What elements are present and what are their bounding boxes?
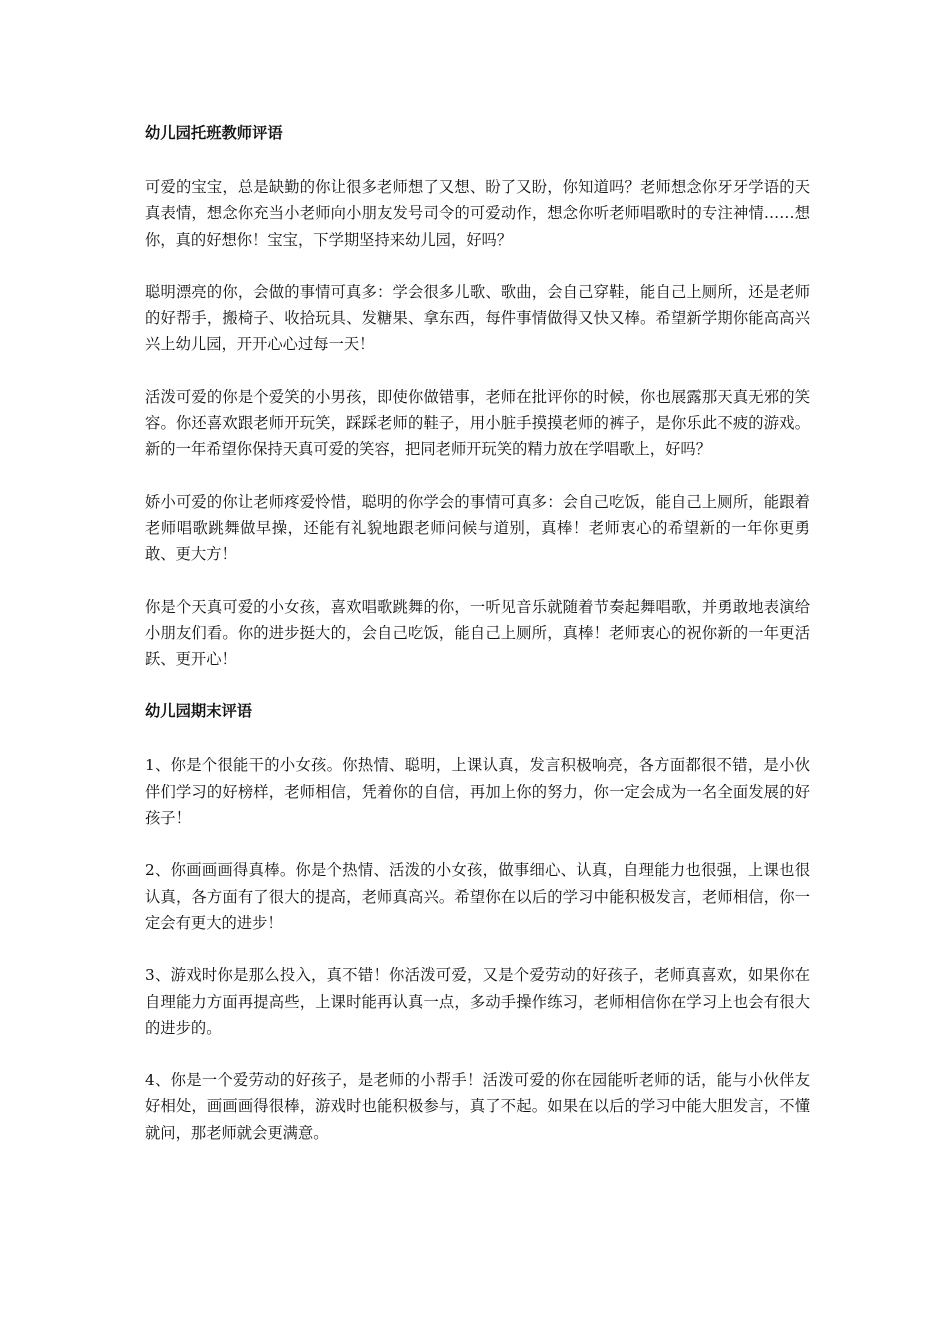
paragraph: 你是个天真可爱的小女孩，喜欢唱歌跳舞的你，一听见音乐就随着节奏起舞唱歌，并勇敢地表演给小朋友们看。你的进步挺大的，会自己吃饭，能自己上厕所，真棒！老师衷心的祝你新的一年更活跃、更开心！ xyxy=(145,597,810,669)
document-page xyxy=(145,120,810,1172)
section-title-term-end-comments: 幼儿园期末评语 xyxy=(145,702,253,721)
list-item: 1、你是个很能干的小女孩。你热情、聪明，上课认真，发言积极响亮，各方面都很不错，是小伙伴们学习的好榜样，老师相信，凭着你的自信，再加上你的努力，你一定会成为一名全面发展的好孩子！ xyxy=(145,756,810,828)
paragraph: 聪明漂亮的你，会做的事情可真多：学会很多儿歌、歌曲，会自己穿鞋，能自己上厕所，还是老师的好帮手，搬椅子、收拾玩具、发糖果、拿东西，每件事情做得又快又棒。希望新学期你能高高兴兴上幼儿园，开开心心过每一天！ xyxy=(145,282,810,354)
paragraph: 可爱的宝宝，总是缺勤的你让很多老师想了又想、盼了又盼，你知道吗？老师想念你牙牙学语的天真表情，想念你充当小老师向小朋友发号司令的可爱动作，想念你听老师唱歌时的专注神情……想你，真的好想你！宝宝，下学期坚持来幼儿园，好吗？ xyxy=(145,178,810,249)
list-item: 2、你画画画得真棒。你是个热情、活泼的小女孩，做事细心、认真，自理能力也很强，上课也很认真，各方面有了很大的提高，老师真高兴。希望你在以后的学习中能积极发言，老师相信，你一定会有更大的进步！ xyxy=(145,861,810,932)
paragraph: 活泼可爱的你是个爱笑的小男孩，即使你做错事，老师在批评你的时候，你也展露那天真无邪的笑容。你还喜欢跟老师开玩笑，踩踩老师的鞋子，用小脏手摸摸老师的裤子，是你乐此不疲的游戏。新的一年希望你保持天真可爱的笑容，把同老师开玩笑的精力放在学唱歌上，好吗？ xyxy=(145,387,810,459)
section-title-nursery-comments: 幼儿园托班教师评语 xyxy=(145,124,283,142)
list-item: 4、你是一个爱劳动的好孩子，是老师的小帮手！活泼可爱的你在园能听老师的话，能与小伙伴友好相处，画画画得很棒，游戏时也能积极参与，真了不起。如果在以后的学习中能大胆发言，不懂就问，那老师就会更满意。 xyxy=(145,1071,810,1142)
list-item: 3、游戏时你是那么投入，真不错！你活泼可爱，又是个爱劳动的好孩子，老师真喜欢，如果你在自理能力方面再提高些，上课时能再认真一点，多动手操作练习，老师相信你在学习上也会有很大的进步的。 xyxy=(145,966,810,1037)
paragraph: 娇小可爱的你让老师疼爱怜惜，聪明的你学会的事情可真多：会自己吃饭，能自己上厕所，能跟着老师唱歌跳舞做早操，还能有礼貌地跟老师问候与道别，真棒！老师衷心的希望新的一年你更勇敢、更大方！ xyxy=(145,492,810,564)
